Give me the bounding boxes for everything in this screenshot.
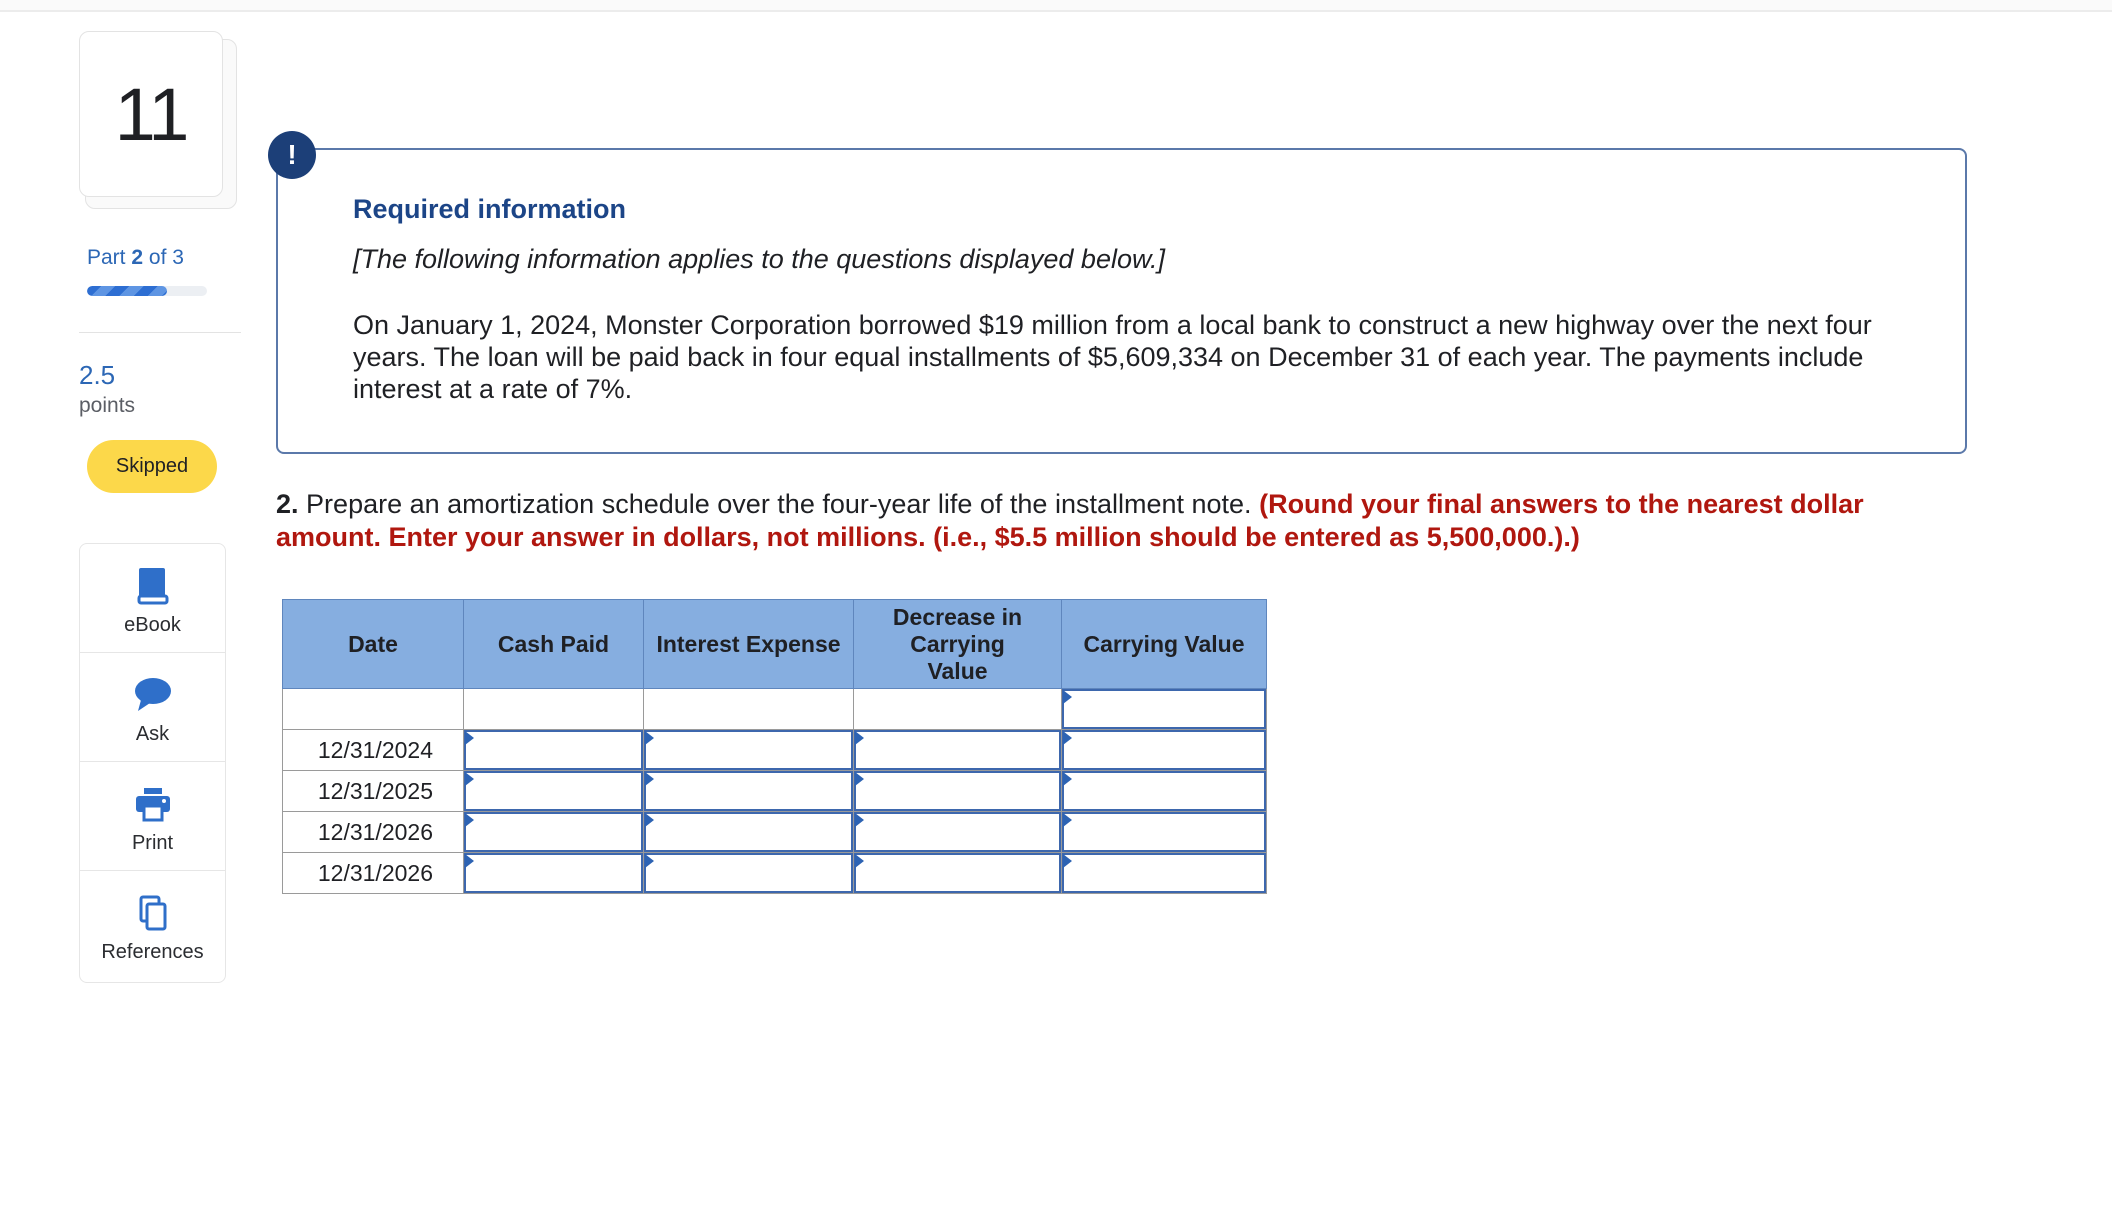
decrease-input[interactable] bbox=[854, 730, 1061, 770]
prompt-number: 2. bbox=[276, 489, 299, 519]
carrying-value-input[interactable] bbox=[1062, 812, 1266, 852]
decrease-cell bbox=[854, 812, 1062, 853]
cash-paid-cell bbox=[464, 853, 644, 894]
part-current: 2 bbox=[131, 246, 144, 269]
printer-icon bbox=[133, 784, 173, 824]
carrying-value-input[interactable] bbox=[1062, 771, 1266, 811]
top-bar bbox=[0, 0, 2112, 12]
tool-panel bbox=[79, 543, 226, 983]
table-row bbox=[283, 853, 1267, 894]
carrying-value-cell bbox=[1062, 689, 1267, 730]
rail-divider bbox=[79, 332, 241, 333]
header-carrying-value: Carrying Value bbox=[1062, 600, 1267, 689]
header-interest-expense: Interest Expense bbox=[644, 600, 854, 689]
carrying-value-cell bbox=[1062, 853, 1267, 894]
chat-bubble-icon bbox=[133, 675, 173, 715]
carrying-value-input[interactable] bbox=[1062, 853, 1266, 893]
question-number: 11 bbox=[114, 72, 188, 156]
table-row bbox=[283, 689, 1267, 730]
empty-cell bbox=[854, 689, 1062, 730]
print-button[interactable] bbox=[80, 761, 225, 869]
decrease-cell bbox=[854, 771, 1062, 812]
date-cell: 12/31/2026 bbox=[283, 853, 464, 894]
date-cell: 12/31/2025 bbox=[283, 771, 464, 812]
part-indicator bbox=[87, 246, 184, 270]
part-total: of 3 bbox=[148, 246, 184, 269]
print-label: Print bbox=[131, 832, 174, 854]
date-cell: 12/31/2024 bbox=[283, 730, 464, 771]
cash-paid-input[interactable] bbox=[464, 771, 643, 811]
status-badge: Skipped bbox=[87, 440, 217, 493]
amortization-table bbox=[282, 599, 1267, 894]
interest-expense-input[interactable] bbox=[644, 812, 853, 852]
interest-expense-cell bbox=[644, 853, 854, 894]
part-progress-bar bbox=[87, 286, 207, 296]
interest-expense-cell bbox=[644, 771, 854, 812]
carrying-value-cell bbox=[1062, 771, 1267, 812]
part-progress-fill bbox=[87, 286, 167, 296]
table-row bbox=[283, 730, 1267, 771]
interest-expense-cell bbox=[644, 730, 854, 771]
table-row bbox=[283, 812, 1267, 853]
decrease-input[interactable] bbox=[854, 853, 1061, 893]
interest-expense-input[interactable] bbox=[644, 730, 853, 770]
interest-expense-input[interactable] bbox=[644, 853, 853, 893]
header-cash-paid: Cash Paid bbox=[464, 600, 644, 689]
interest-expense-cell bbox=[644, 812, 854, 853]
carrying-value-cell bbox=[1062, 812, 1267, 853]
required-info-subtitle: [The following information applies to the questions displayed below.] bbox=[353, 244, 1165, 274]
cash-paid-cell bbox=[464, 812, 644, 853]
references-button[interactable] bbox=[80, 870, 225, 978]
ebook-button[interactable] bbox=[80, 544, 225, 652]
references-label: References bbox=[101, 941, 204, 963]
date-cell: 12/31/2026 bbox=[283, 812, 464, 853]
required-info-title: Required information bbox=[353, 194, 627, 224]
header-date: Date bbox=[283, 600, 464, 689]
table-header-row bbox=[283, 600, 1267, 689]
decrease-cell bbox=[854, 853, 1062, 894]
cash-paid-cell bbox=[464, 771, 644, 812]
empty-cell bbox=[644, 689, 854, 730]
cash-paid-input[interactable] bbox=[464, 812, 643, 852]
book-icon bbox=[133, 566, 173, 606]
interest-expense-input[interactable] bbox=[644, 771, 853, 811]
required-info-body: On January 1, 2024, Monster Corporation borrowed $19 million from a local bank to construct a new highway over the next four years. The loan will be paid back in four equal installments of $5,609,334 on December 31 of each year. The payments include interest at a rate of 7%. bbox=[353, 310, 1872, 404]
prompt-text: Prepare an amortization schedule over the four-year life of the installment note. bbox=[306, 489, 1252, 519]
decrease-cell bbox=[854, 730, 1062, 771]
part-label: Part bbox=[87, 246, 126, 269]
ask-button[interactable] bbox=[80, 652, 225, 760]
copy-pages-icon bbox=[133, 893, 173, 933]
question-number-card bbox=[79, 31, 231, 203]
question-prompt bbox=[276, 488, 1966, 554]
ask-label: Ask bbox=[135, 723, 170, 745]
carrying-value-cell bbox=[1062, 730, 1267, 771]
cash-paid-input[interactable] bbox=[464, 730, 643, 770]
cash-paid-cell bbox=[464, 730, 644, 771]
points-value: 2.5 bbox=[79, 360, 116, 390]
prompt-instruction: (Round your final answers to the nearest dollar amount. Enter your answer in dollars, not millions. (i.e., $5.5 million should be entered as 5,500,000.).) bbox=[276, 489, 1864, 552]
decrease-input[interactable] bbox=[854, 771, 1061, 811]
question-number-front bbox=[79, 31, 223, 197]
ebook-label: eBook bbox=[124, 614, 181, 636]
decrease-input[interactable] bbox=[854, 812, 1061, 852]
table-row bbox=[283, 771, 1267, 812]
header-decrease bbox=[854, 600, 1062, 689]
cash-paid-input[interactable] bbox=[464, 853, 643, 893]
carrying-value-input[interactable] bbox=[1062, 689, 1266, 729]
date-cell bbox=[283, 689, 464, 730]
alert-icon: ! bbox=[268, 131, 316, 179]
points-label: points bbox=[79, 394, 136, 417]
empty-cell bbox=[464, 689, 644, 730]
carrying-value-input[interactable] bbox=[1062, 730, 1266, 770]
header-decrease-label: Decrease in Carrying Value bbox=[892, 603, 1023, 684]
